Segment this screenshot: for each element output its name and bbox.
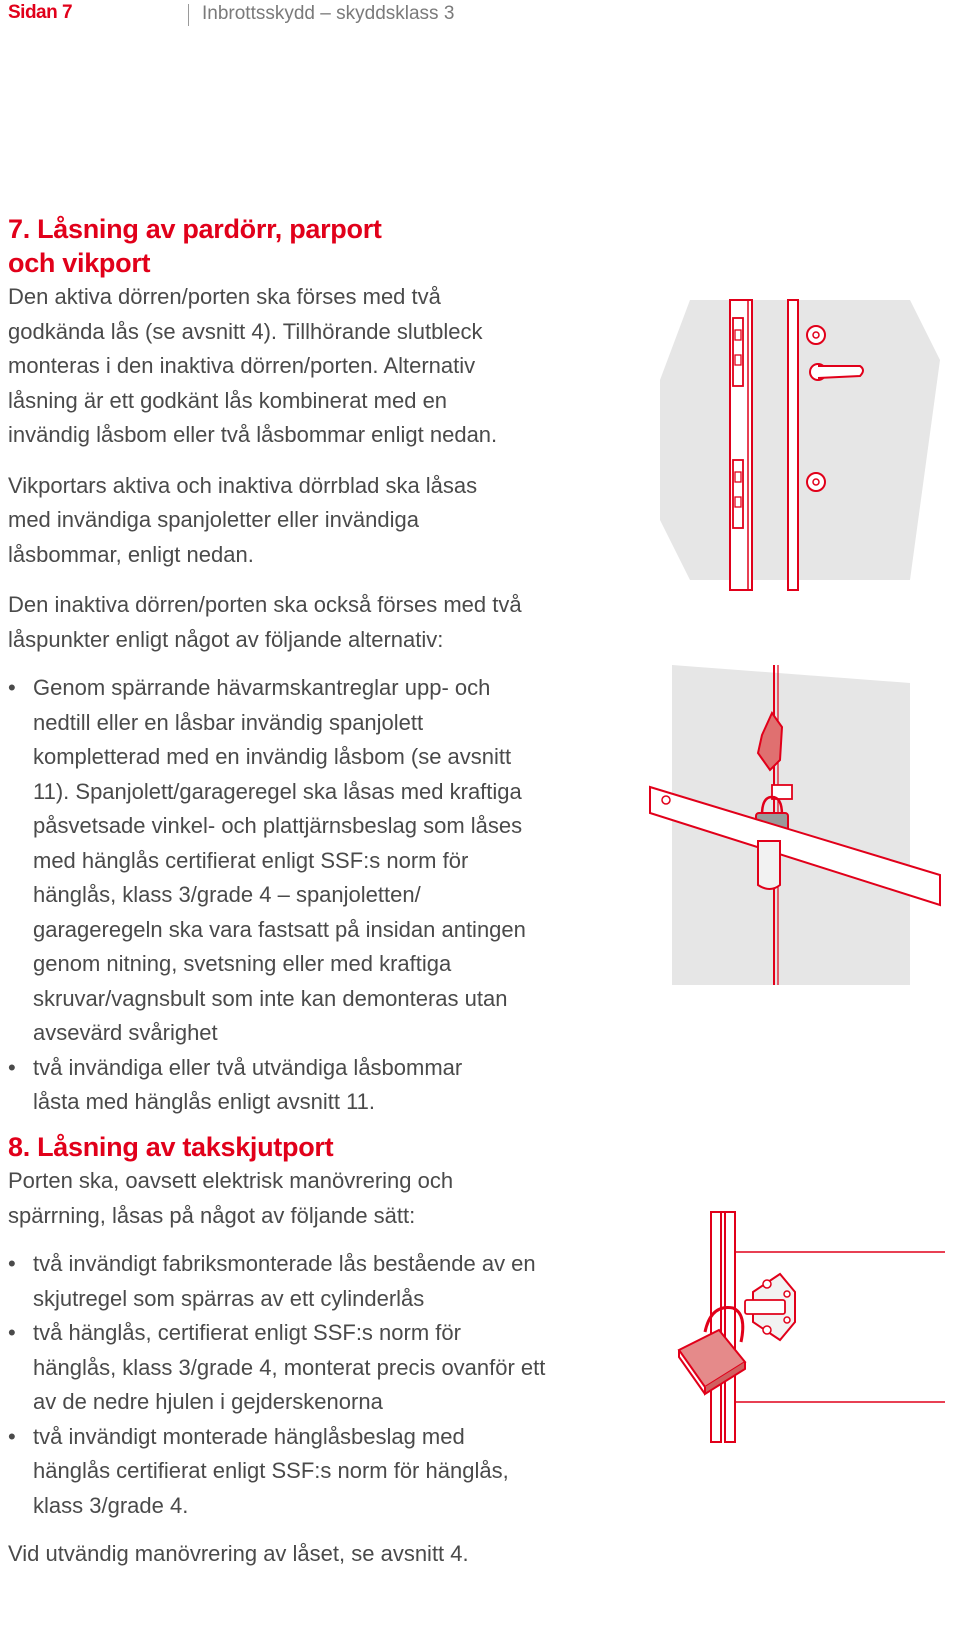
section-7-bullet-list bbox=[8, 671, 608, 1120]
door-handle-icon bbox=[818, 366, 863, 378]
section-8-title: 8. Låsning av takskjutport bbox=[8, 1132, 334, 1162]
section-8-para-2: Vid utvändig manövrering av låset, se avsnitt 4. bbox=[8, 1541, 469, 1566]
section-7-title bbox=[8, 212, 608, 280]
list-item: • två invändigt fabriksmonterade lås bestående av en skjutregel som spärras av ett cylinderlås bbox=[8, 1247, 543, 1316]
section-8 bbox=[8, 1130, 608, 1572]
document-title: Inbrottsskydd – skyddsklass 3 bbox=[202, 3, 455, 24]
upper-lock-cylinder-icon bbox=[807, 326, 825, 344]
bar-holder-bracket bbox=[758, 841, 780, 889]
section-7-para-2: Vikportars aktiva och inaktiva dörrblad ska låsas med invändiga spanjoletter eller invändiga låsbommar, enligt nedan. bbox=[8, 472, 478, 567]
page-header bbox=[0, 0, 960, 30]
list-item: • två invändigt monterade hänglåsbeslag med hänglås certifierat enligt SSF:s norm för hänglås, klass 3/grade 4. bbox=[8, 1420, 538, 1524]
door-background-shape bbox=[660, 300, 940, 580]
section-7-title-line2: och vikport bbox=[8, 248, 151, 278]
section-7-title-line1: 7. Låsning av pardörr, parport bbox=[8, 214, 382, 244]
section-7-para-3: Den inaktiva dörren/porten ska också förses med två låspunkter enligt något av följande alternativ: bbox=[8, 592, 522, 652]
upper-strike-plate bbox=[733, 318, 743, 386]
espagnolette-bar-padlock-illustration bbox=[640, 665, 940, 985]
lower-strike-plate bbox=[733, 460, 743, 528]
active-door-edge bbox=[788, 300, 798, 590]
section-8-bullet-list bbox=[8, 1247, 608, 1523]
list-item: • två invändiga eller två utvändiga låsbommar låsta med hänglås enligt avsnitt 11. bbox=[8, 1051, 503, 1120]
page-number: Sidan 7 bbox=[8, 2, 73, 23]
list-item: • två hänglås, certifierat enligt SSF:s norm för hänglås, klass 3/grade 4, monterat precis ovanför ett av de nedre hjulen i gejderskenorna bbox=[8, 1316, 548, 1420]
section-7-para-1: Den aktiva dörren/porten ska förses med två godkända lås (se avsnitt 4). Tillhörande slutbleck monteras i den inaktiva dörren/porten. Alternativ låsning är ett godkänt lås kombinerat med en invändig låsbom eller två låsbommar enligt nedan. bbox=[8, 284, 498, 447]
overhead-door-padlock-illustration bbox=[675, 1212, 945, 1442]
header-divider bbox=[188, 4, 189, 26]
section-7 bbox=[8, 212, 608, 1120]
list-item: • Genom spärrande hävarmskantreglar upp- och nedtill eller en låsbar invändig spanjolett kompletterad med en invändig låsbom (se avsnitt 11). Spanjolett/garageregel ska låsas med kraftiga påsvetsade vinkel- och plattjärnsbeslag som låses med hänglås certifierat enligt SSF:s norm för hänglås, klass 3/grade 4 – spanjoletten/ garageregeln ska vara fastsatt på insidan antingen genom nitning, svetsning eller med kraftiga skruvar/vagnsbult som inte kan demonteras utan avsevärd svårighet bbox=[8, 671, 543, 1051]
section-8-para-1: Porten ska, oavsett elektrisk manövrering och spärrning, låsas på något av följande sätt: bbox=[8, 1168, 454, 1228]
lower-lock-cylinder-icon bbox=[807, 473, 825, 491]
double-door-locks-illustration bbox=[660, 300, 940, 590]
guide-rail bbox=[711, 1212, 721, 1442]
